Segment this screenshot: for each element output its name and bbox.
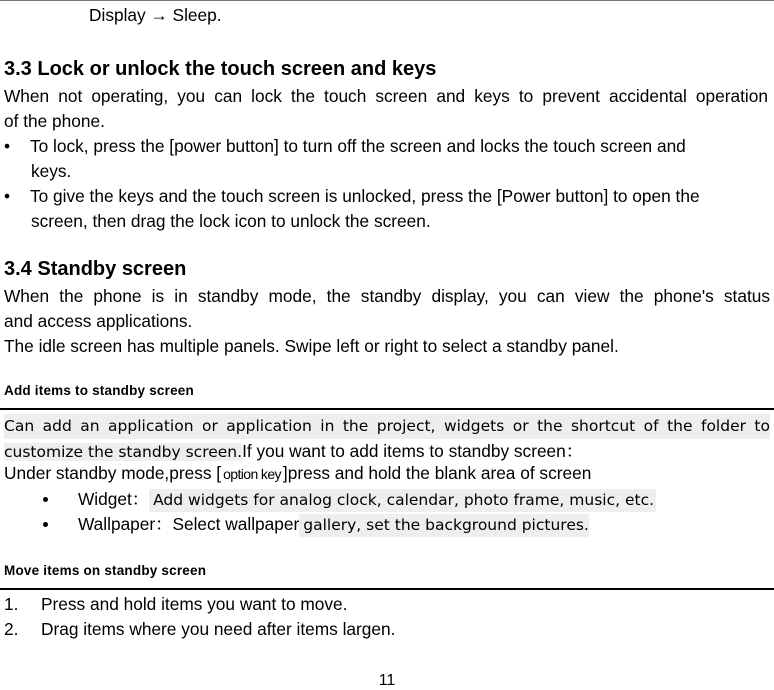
list-number-2: 2. [4,619,19,639]
heading-rule [0,408,774,410]
bullet-lock-line-1: To lock, press the [power button] to turn off the screen and locks the touch screen and [30,136,686,156]
bullet-dot [43,522,48,527]
add-items-line-3 [4,461,591,487]
add-items-line-3-end: ]press and hold the blank area of screen [282,463,592,483]
widget-label: Widget： [78,489,150,509]
page-number: 11 [378,672,396,689]
display-sleep-path: Display → Sleep. [89,5,222,25]
section-3-4-para-line-1: When the phone is in standby mode, the standby display, you can view the phone's status [4,286,770,306]
add-items-line-2-text: If you want to add items to standby screen： [242,441,584,461]
section-3-4-idle-screen: The idle screen has multiple panels. Swipe left or right to select a standby panel. [4,336,619,356]
widget-item [78,487,656,513]
widget-description: Add widgets for analog clock, calendar, photo frame, music, etc. [149,489,656,512]
move-items-heading: Move items on standby screen [4,563,207,578]
bullet-unlock-line-1: To give the keys and the touch screen is unlocked, press the [Power button] to open the [30,186,700,206]
add-items-line-3-start: Under standby mode,press [ [4,463,222,483]
wallpaper-item [78,512,589,538]
section-3-4-para-line-2: and access applications. [4,311,193,331]
section-3-3-intro-line-1: When not operating, you can lock the touch screen and keys to prevent accidental operation [4,86,768,106]
bullet-marker: • [4,136,11,156]
bullet-dot [43,497,48,502]
option-key-label: option key [223,466,281,482]
section-3-3-intro-line-2: of the phone. [4,111,105,131]
bullet-lock-line-2: keys. [31,161,72,181]
heading-rule [0,588,774,590]
move-step-1: Press and hold items you want to move. [41,594,348,614]
wallpaper-description: gallery, set the background pictures. [299,514,589,537]
add-items-heading: Add items to standby screen [4,383,194,398]
top-border [0,0,774,1]
list-number-1: 1. [4,594,19,614]
wallpaper-label: Wallpaper：Select wallpaper [78,514,300,534]
add-items-line-2-highlight: customize the standby screen. [4,443,243,461]
section-title-3-3: 3.3 Lock or unlock the touch screen and keys [4,58,437,80]
move-step-2: Drag items where you need after items largen. [41,619,396,639]
section-title-3-4: 3.4 Standby screen [4,258,187,280]
add-items-line-1: Can add an application or application in the project, widgets or the shortcut of the folder to [4,414,770,439]
bullet-marker: • [4,186,11,206]
bullet-unlock-line-2: screen, then drag the lock icon to unlock the screen. [31,211,431,231]
